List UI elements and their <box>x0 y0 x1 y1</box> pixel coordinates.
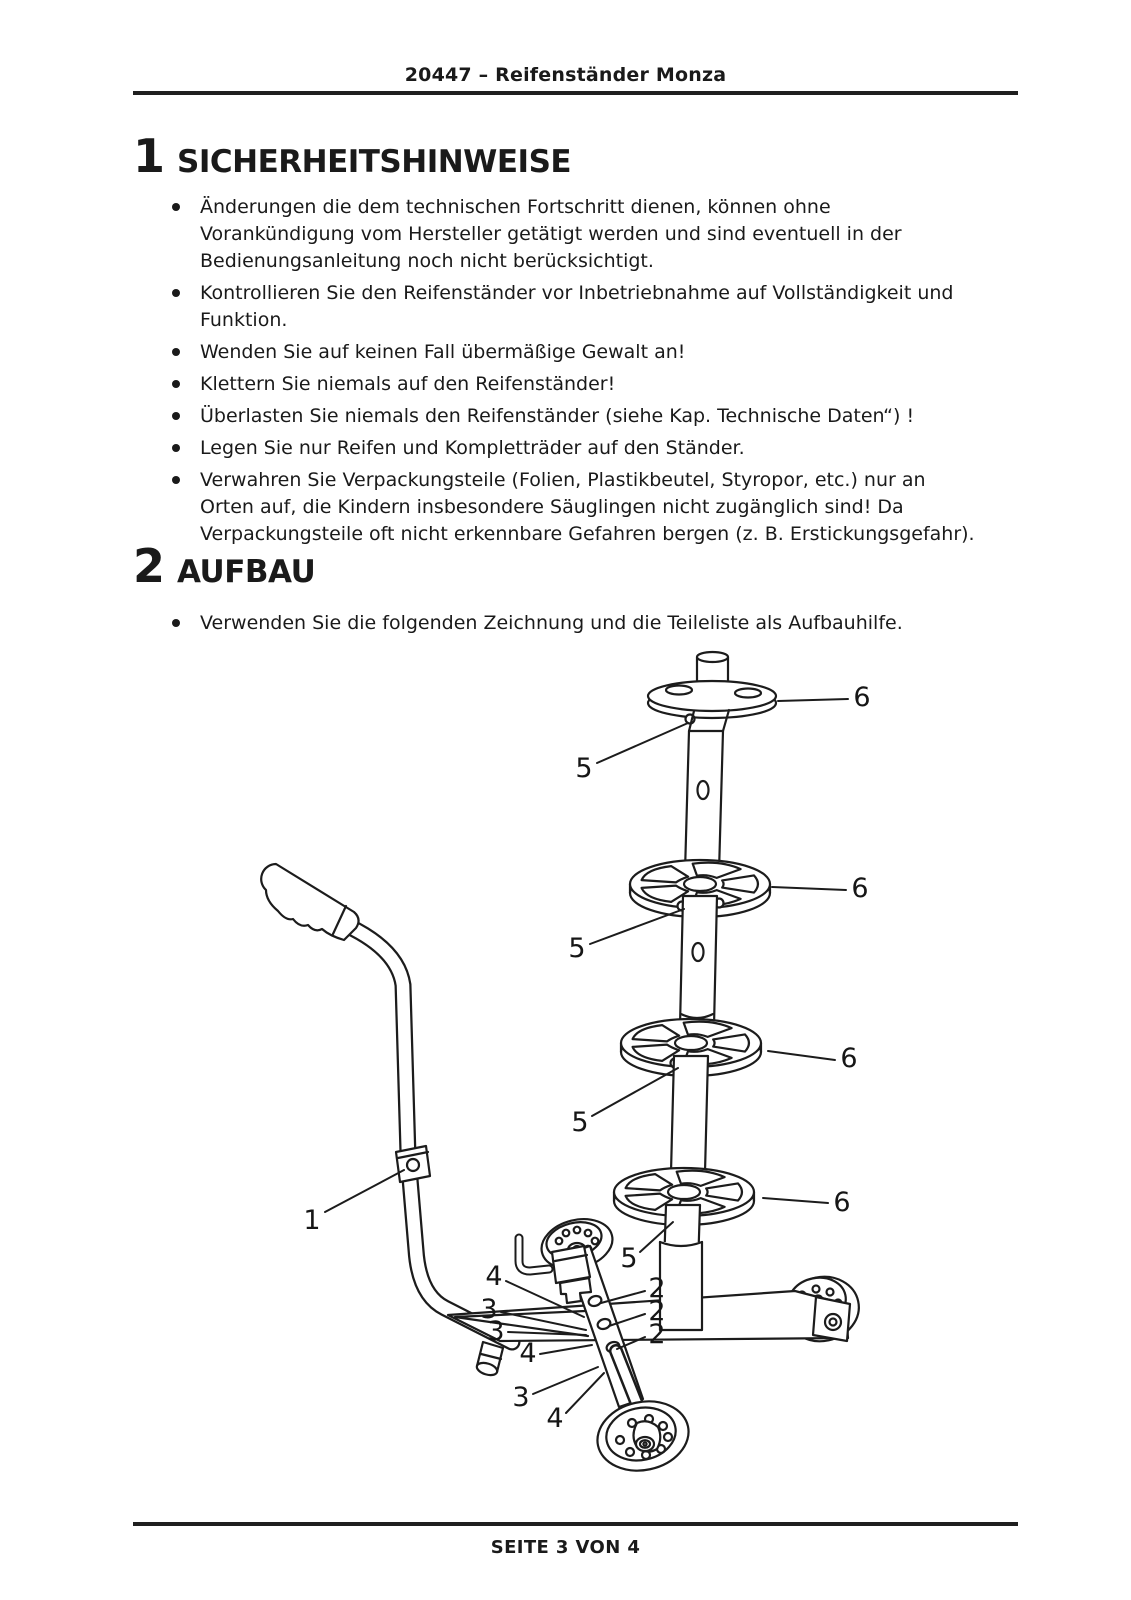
bullet-line: Legen Sie nur Reifen und Kompletträder auf den Ständer. <box>200 437 745 459</box>
callout-3-c: 3 <box>512 1382 530 1413</box>
bullet-line: Verwenden Sie die folgenden Zeichnung und die Teileliste als Aufbauhilfe. <box>200 612 903 634</box>
callout-4-b: 4 <box>519 1338 537 1369</box>
callout-5-pin-4: 5 <box>620 1243 638 1274</box>
callout-2-hole-3: 2 <box>648 1319 666 1350</box>
bullet-line: Bedienungsanleitung noch nicht berücksichtigt. <box>200 250 654 272</box>
bullet-line: Änderungen die dem technischen Fortschritt dienen, können ohne <box>200 196 831 218</box>
bullet-line: Vorankündigung vom Hersteller getätigt werden und sind eventuell in der <box>200 223 902 245</box>
callout-3-b: 3 <box>487 1316 505 1347</box>
column-group <box>614 652 776 1330</box>
tube-1 <box>685 731 723 872</box>
footer-page-indicator: SEITE 3 VON 4 <box>490 1537 641 1558</box>
bullet-line: Verwahren Sie Verpackungsteile (Folien, Plastikbeutel, Styropor, etc.) nur an <box>200 469 926 491</box>
callout-5-pin-top: 5 <box>575 753 593 784</box>
callout-3-a: 3 <box>480 1294 498 1325</box>
bullet-line: Verpackungsteile oft nicht erkennbare Gefahren bergen (z. B. Erstickungsgefahr). <box>200 523 975 545</box>
foot-stub <box>475 1342 503 1377</box>
callout-2-hole-1: 2 <box>648 1273 666 1304</box>
wheel-bracket <box>552 1246 590 1283</box>
callout-6-disc-4: 6 <box>833 1187 851 1218</box>
bullet-line: Kontrollieren Sie den Reifenständer vor Inbetriebnahme auf Vollständigkeit und <box>200 282 954 304</box>
callout-6-disc-3: 6 <box>840 1043 858 1074</box>
column-sleeve <box>660 1242 702 1330</box>
callout-6-top-flange: 6 <box>853 682 871 713</box>
handle-clamp <box>396 1146 430 1182</box>
callout-5-pin-2: 5 <box>568 933 586 964</box>
tube-3 <box>671 1056 708 1172</box>
callout-4-a: 4 <box>485 1261 503 1292</box>
bullet-line: Wenden Sie auf keinen Fall übermäßige Gewalt an! <box>200 341 686 363</box>
page-header-title: 20447 – Reifenständer Monza <box>404 64 727 86</box>
section-1-number: 1 <box>133 129 165 183</box>
callout-5-pin-3: 5 <box>571 1107 589 1138</box>
bullet-line: Klettern Sie niemals auf den Reifenständer! <box>200 373 616 395</box>
callout-1-handle: 1 <box>303 1205 321 1236</box>
callout-2-hole-2: 2 <box>648 1296 666 1327</box>
footer-rule <box>133 1522 1018 1526</box>
handle-grip <box>261 864 358 940</box>
callout-4-c: 4 <box>546 1403 564 1434</box>
bullet-line: Orten auf, die Kindern insbesondere Säuglingen nicht zugänglich sind! Da <box>200 496 904 518</box>
bullet-line: Überlasten Sie niemals den Reifenständer (siehe Kap. Technische Daten“) ! <box>200 405 915 427</box>
section-2-title: AUFBAU <box>177 554 316 591</box>
handle-group <box>261 864 512 1342</box>
bullet-line: Funktion. <box>200 309 288 331</box>
section-1-title: SICHERHEITSHINWEISE <box>177 144 572 181</box>
section-2-number: 2 <box>133 539 165 593</box>
callout-6-disc-2: 6 <box>851 873 869 904</box>
